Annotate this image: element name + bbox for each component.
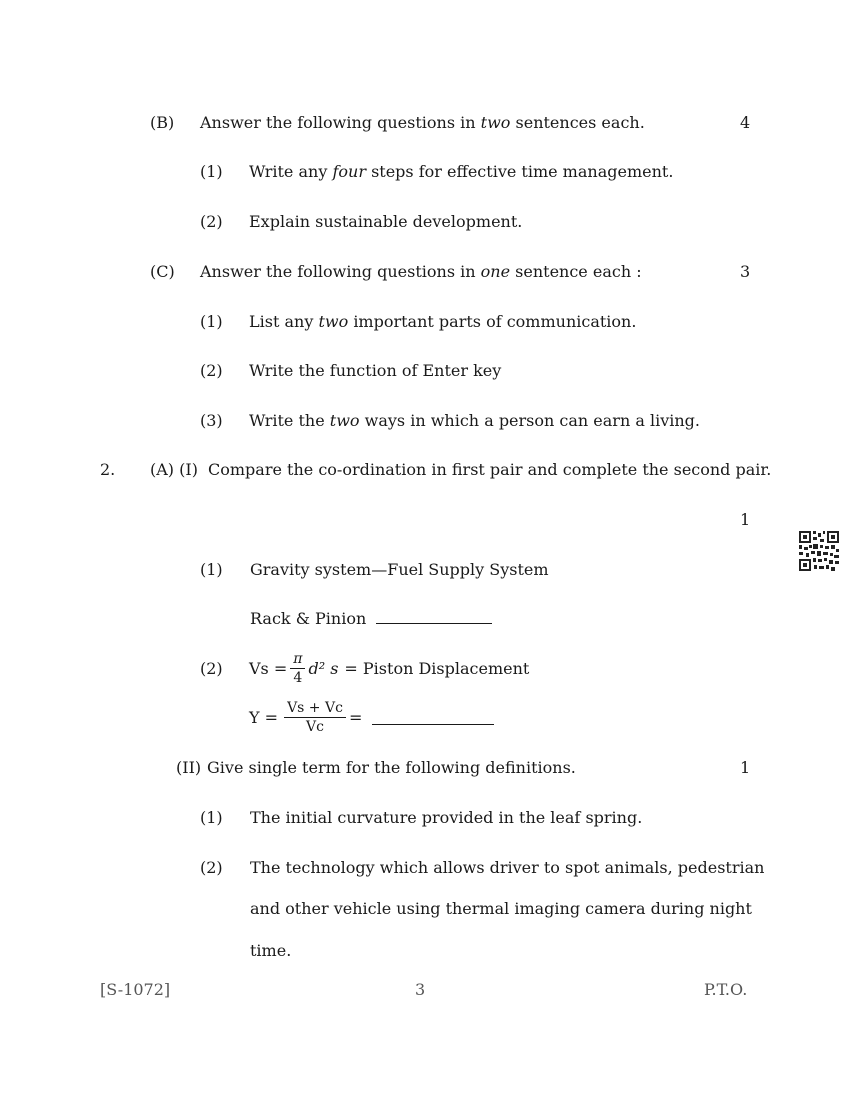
please-turn-over: P.T.O. bbox=[704, 980, 748, 999]
question-text-line: time. bbox=[250, 941, 292, 960]
part-ii-label: (II) bbox=[176, 758, 202, 777]
question-number: (2) bbox=[200, 361, 223, 380]
section-b-marks: 4 bbox=[740, 113, 751, 132]
question-number: (2) bbox=[200, 212, 223, 231]
question-number: (1) bbox=[200, 560, 223, 579]
qr-code bbox=[799, 531, 839, 571]
question-text-line: The technology which allows driver to spot animals, pedestrian bbox=[250, 858, 765, 877]
question-number: (1) bbox=[200, 808, 223, 827]
question-number: (2) bbox=[200, 659, 223, 678]
question-2-number: 2. bbox=[100, 460, 116, 479]
question-text bbox=[249, 162, 673, 181]
pair-two-text bbox=[250, 609, 492, 628]
part-ii-text: Give single term for the following definitions. bbox=[207, 758, 576, 777]
part-a-label: (A) (I) bbox=[150, 460, 198, 479]
formula-equals-text: = Piston Displacement bbox=[344, 658, 530, 678]
question-text bbox=[249, 411, 700, 430]
question-text: Explain sustainable development. bbox=[249, 212, 523, 231]
text-part: important parts of communication. bbox=[353, 312, 637, 331]
instruction-text: Answer the following questions in bbox=[200, 113, 476, 132]
pair-two-label: Rack & Pinion bbox=[250, 609, 367, 628]
instruction-text: sentences each. bbox=[515, 113, 645, 132]
instruction-text: sentence each : bbox=[515, 262, 642, 281]
fraction-denominator: Vc bbox=[306, 718, 324, 735]
fraction-denominator: 4 bbox=[293, 669, 303, 686]
piston-displacement-formula bbox=[249, 648, 529, 688]
question-text-line: and other vehicle using thermal imaging camera during night bbox=[250, 899, 752, 918]
text-part: ways in which a person can earn a living. bbox=[364, 411, 700, 430]
section-c-marks: 3 bbox=[740, 262, 751, 281]
text-part: Write the bbox=[249, 411, 325, 430]
question-text bbox=[249, 312, 636, 331]
formula-variables: d² s bbox=[308, 658, 339, 678]
text-part: Write any bbox=[249, 162, 328, 181]
answer-blank bbox=[376, 622, 492, 624]
fraction-numerator: Vs + Vc bbox=[284, 699, 346, 718]
instruction-emphasis: one bbox=[480, 262, 511, 281]
fraction-numerator: π bbox=[290, 650, 305, 669]
section-c-instruction bbox=[200, 262, 642, 281]
formula-label: Y = bbox=[249, 707, 279, 727]
pi-over-four-fraction bbox=[290, 650, 305, 687]
text-part: steps for effective time management. bbox=[371, 162, 674, 181]
section-b-label: (B) bbox=[150, 113, 175, 132]
text-part: List any bbox=[249, 312, 314, 331]
instruction-text: Answer the following questions in bbox=[200, 262, 476, 281]
compression-ratio-fraction bbox=[284, 699, 346, 736]
section-c-label: (C) bbox=[150, 262, 175, 281]
part-ii-marks: 1 bbox=[740, 758, 751, 777]
question-number: (2) bbox=[200, 858, 223, 877]
part-a-text: Compare the co-ordination in first pair and complete the second pair. bbox=[208, 460, 772, 479]
formula-label: Vs = bbox=[249, 658, 288, 678]
pair-one-text: Gravity system—Fuel Supply System bbox=[250, 560, 549, 579]
part-a-marks: 1 bbox=[740, 510, 751, 529]
answer-blank bbox=[372, 723, 494, 725]
question-text: The initial curvature provided in the leaf spring. bbox=[250, 808, 643, 827]
text-emphasis: two bbox=[318, 312, 349, 331]
question-number: (3) bbox=[200, 411, 223, 430]
question-number: (1) bbox=[200, 312, 223, 331]
formula-equals: = bbox=[348, 707, 363, 727]
section-b-instruction bbox=[200, 113, 645, 132]
paper-code: [S-1072] bbox=[100, 980, 171, 999]
page-number: 3 bbox=[415, 980, 426, 999]
question-number: (1) bbox=[200, 162, 223, 181]
text-emphasis: four bbox=[332, 162, 366, 181]
compression-ratio-formula bbox=[249, 696, 494, 738]
question-text: Write the function of Enter key bbox=[249, 361, 502, 380]
text-emphasis: two bbox=[329, 411, 360, 430]
instruction-emphasis: two bbox=[480, 113, 511, 132]
